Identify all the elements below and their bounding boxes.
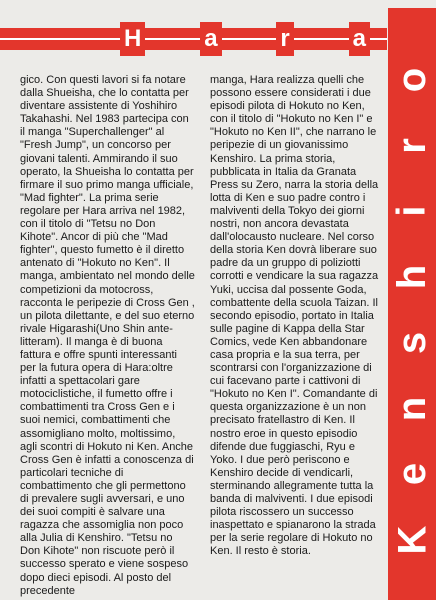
side-letter: o: [390, 67, 434, 93]
header-letter: r: [276, 22, 293, 56]
side-letter: i: [390, 205, 434, 217]
side-letter: K: [389, 525, 434, 555]
text-column-left: [20, 74, 195, 598]
header-letter: H: [120, 22, 145, 56]
side-title: [389, 60, 434, 560]
header-letter: a: [349, 22, 370, 56]
side-letter: s: [390, 331, 434, 354]
side-letter: h: [390, 264, 434, 290]
side-letter: r: [389, 137, 434, 154]
header-letter: a: [200, 22, 221, 56]
header-band: [0, 22, 387, 56]
text-column-right: [210, 74, 380, 558]
header-title: [120, 22, 370, 56]
side-letter: n: [390, 396, 434, 421]
side-letter: e: [390, 463, 434, 486]
body-paragraph: manga, Hara realizza quelli che possono essere considerati i due episodi pilota di Hokuto no Ken, con il titolo di "Hokuto no Ken I" e "Hokuto no Ken II", che narrano le peripezie di un giovanissimo Kenshiro. La prima storia, pubblicata in Italia da Granata Press su Zero, narra la storia della lotta di Ken e suo padre contro i malviventi della Tokyo dei giorni nostri, non ancora devastata dall'olocausto nucleare. Nel corso della storia Ken dovrà liberare suo padre da un gruppo di poliziotti corrotti e vendicare la sua ragazza Yuki, uccisa dal possente Goda, combattente della scuola Taizan. Il secondo episodio, portato in Italia sulle pagine di Kappa della Star Comics, vede Ken abbandonare casa propria e la sua terra, per scontrarsi con l'organizzazione di cui facevano parte i cattivoni di "Hokuto no Ken I". Comandante di questa organizzazione è un non precisato fratellastro di Ken. Il nostro eroe in questo episodio difende due fuggiaschi, Ryu e Yoko. I due però periscono e Kenshiro decide di vendicarli, sterminando allegramente tutta la banda di malviventi. I due episodi pilota riscossero un successo inaspettato e spianarono la strada per la serie regolare di Hokuto no Ken. Il resto è storia.: [210, 74, 379, 558]
body-paragraph: gico. Con questi lavori si fa notare dalla Shueisha, che lo contatta per diventare assistente di Yoshihiro Takahashi. Nel 1983 partecipa con il manga "Superchallenger" al "Fresh Jump", un concorso per giovani talenti. Ammirando il suo operato, la Shueisha lo contatta per firmare il suo primo manga ufficiale, "Mad fighter". La prima serie regolare per Hara arriva nel 1982, con il titolo di "Tetsu no Don Kihote". Ancor di più che "Mad fighter", questo fumetto è il diretto antenato di "Hokuto no Ken". Il manga, ambientato nel mondo delle competizioni da motocross, racconta le peripezie di Cross Gen , un pilota dilettante, e del suo eterno rivale Higarashi(Uno Shin ante-litteram). Il manga è di buona fattura e offre spunti interessanti per la futura opera di Hara:oltre infatti a spettacolari gare motociclistiche, il fumetto offre i combattimenti tra Cross Gen e i suoi nemici, combattimenti che assomigliano molto, moltissimo, agli scontri di Hokuto ni Ken. Anche Cross Gen è infatti a conoscenza di particolari tecniche di combattimento che gli permettono di prevalere sugli avversari, e uno dei suoi compiti è salvare una ragazza che assomiglia non poco alla Julia di Kenshiro. "Tetsu no Don Kihote" non riscuote però il successo sperato e viene sospeso dopo dieci episodi. Al posto del precedente: [20, 74, 195, 597]
